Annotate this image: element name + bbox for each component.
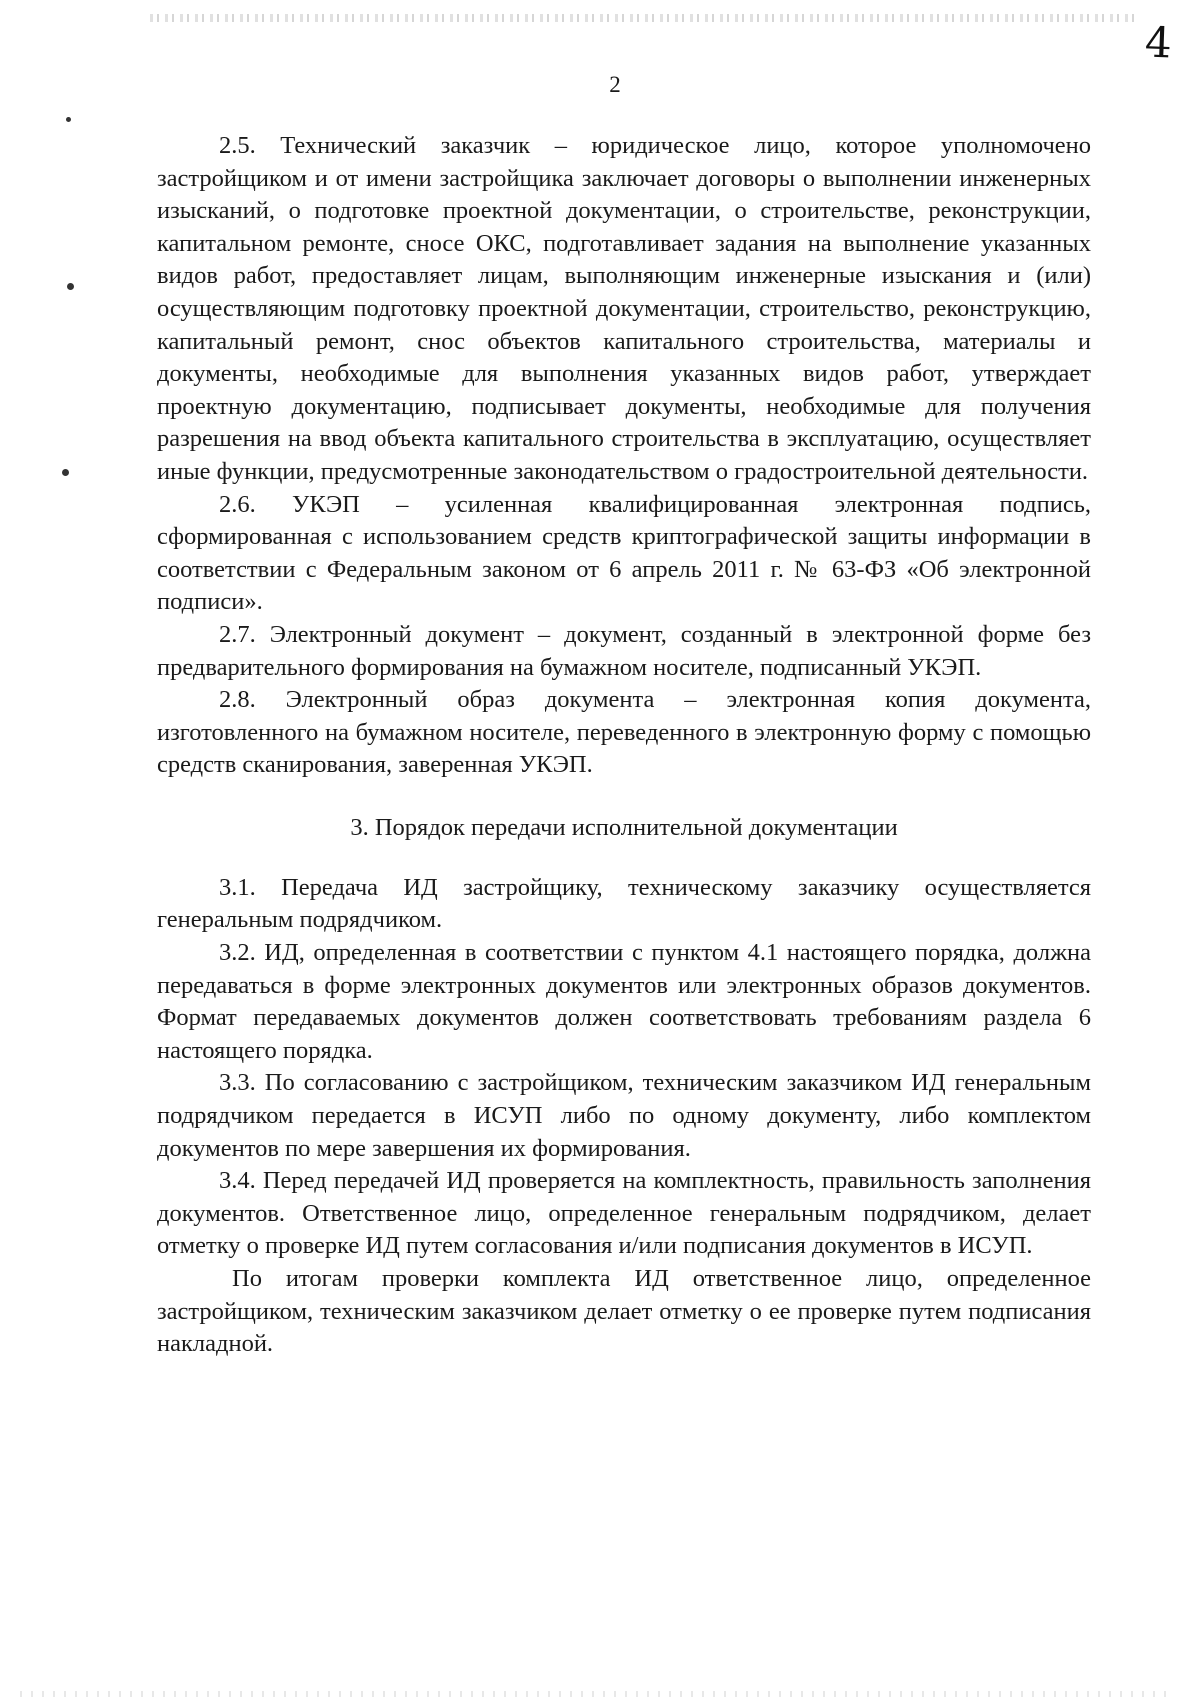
scan-artifact-bottom (20, 1691, 1170, 1697)
paragraph-2-8: 2.8. Электронный образ документа – электронная копия документа, изготовленного на бумажном носителе, переведенного в электронную форму с помощью средств сканирования, заверенная УКЭП. (157, 686, 1091, 779)
paragraph-3-3: 3.3. По согласованию с застройщиком, техническим заказчиком ИД генеральным подрядчиком передается в ИСУП либо по одному документу, либо комплектом документов по мере завершения их формирования. (157, 1069, 1091, 1162)
paragraph-2-6: 2.6. УКЭП – усиленная квалифицированная электронная подпись, сформированная с использованием средств криптографической защиты информации в соответствии с Федеральным законом от 6 апрель 2011 г. № 63-ФЗ «Об электронной подписи». (157, 490, 1091, 616)
scan-speck (67, 283, 74, 290)
paragraph-3-1: 3.1. Передача ИД застройщику, техническому заказчику осуществляется генеральным подрядчиком. (157, 873, 1091, 934)
scan-speck (62, 469, 69, 476)
document-body (157, 130, 1091, 1361)
paragraph-3-4: 3.4. Перед передачей ИД проверяется на комплектность, правильность заполнения документов. Ответственное лицо, определенное генеральным подрядчиком, делает отметку о проверке ИД путем согласования и/или подписания документов в ИСУП. (157, 1167, 1091, 1260)
paragraph-3-2: 3.2. ИД, определенная в соответствии с пунктом 4.1 настоящего порядка, должна передаваться в форме электронных документов или электронных образов документов. Формат передаваемых документов должен соответствовать требованиям раздела 6 настоящего порядка. (157, 939, 1091, 1064)
scan-speck (66, 117, 71, 122)
sheet-number: 4 (1144, 17, 1173, 68)
scan-artifact-top (150, 14, 1140, 22)
paragraph-2-7: 2.7. Электронный документ – документ, созданный в электронной форме без предварительного формирования на бумажном носителе, подписанный УКЭП. (157, 620, 1091, 681)
page-number: 2 (609, 72, 621, 97)
section-3-heading: 3. Порядок передачи исполнительной документации (350, 813, 898, 841)
paragraph-2-5: 2.5. Технический заказчик – юридическое лицо, которое уполномочено застройщиком и от имени застройщика заключает договоры о выполнении инженерных изысканий, о подготовке проектной документации, о строительстве, реконструкции, капитальном ремонте, сносе ОКС, подготавливает задания на выполнение указанных видов работ, предоставляет лицам, выполняющим инженерные изыскания и (или) осуществляющим подготовку проектной документации, строительство, реконструкцию, капитальный ремонт, снос объектов капитального строительства, материалы и документы, необходимые для выполнения указанных видов работ, утверждает проектную документацию, подписывает документы, необходимые для получения разрешения на ввод объекта капитального строительства в эксплуатацию, осуществляет иные функции, предусмотренные законодательством о градостроительной деятельности. (157, 132, 1091, 485)
paragraph-3-4-continuation: По итогам проверки комплекта ИД ответственное лицо, определенное застройщиком, техническим заказчиком делает отметку о ее проверке путем подписания накладной. (157, 1265, 1091, 1358)
